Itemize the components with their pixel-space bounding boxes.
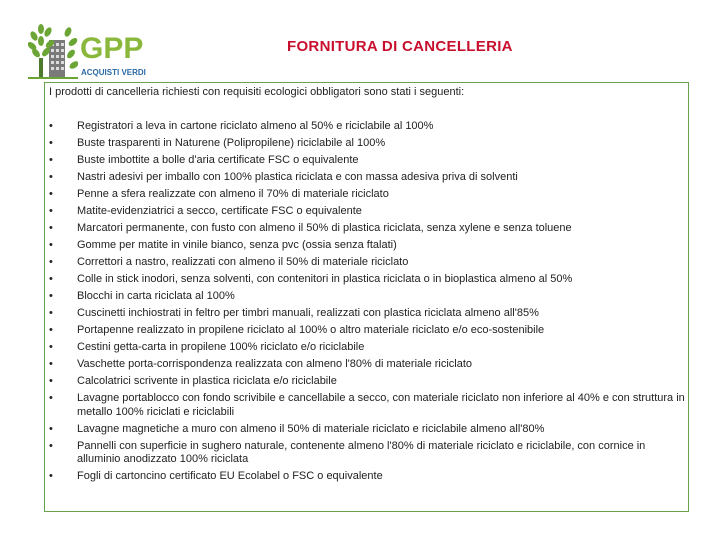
list-item-text: Calcolatrici scrivente in plastica riciclata e/o riciclabile	[77, 375, 337, 387]
bullet-icon: •	[49, 307, 53, 319]
gpp-logo	[28, 22, 152, 80]
list-item	[49, 222, 687, 236]
list-item-text: Registratori a leva in cartone riciclato almeno al 50% e riciclabile al 100%	[77, 120, 434, 132]
bullet-icon: •	[49, 375, 53, 387]
logo-subtext: ACQUISTI VERDI	[81, 68, 146, 77]
bullet-icon: •	[49, 154, 53, 166]
logo-text: GPP	[80, 32, 144, 65]
bullet-icon: •	[49, 188, 53, 200]
bullet-icon: •	[49, 341, 53, 353]
bullet-icon: •	[49, 256, 53, 268]
list-item	[49, 470, 687, 484]
list-item-text: Buste trasparenti in Naturene (Polipropilene) riciclabile al 100%	[77, 137, 386, 149]
list-item-text: Cuscinetti inchiostrati in feltro per timbri manuali, realizzati con plastica riciclata almeno all'85%	[77, 307, 539, 319]
list-item-text: Cestini getta-carta in propilene 100% riciclato e/o riciclabile	[77, 341, 365, 353]
list-item	[49, 154, 687, 168]
list-item	[49, 341, 687, 355]
list-item-text: Lavagne portablocco con fondo scrivibile e cancellabile a secco, con materiale riciclato non inferiore al 40% e con struttura in metallo 100% riciclati e riciclabili	[77, 392, 685, 418]
bullet-icon: •	[49, 222, 53, 234]
bullet-icon: •	[49, 239, 53, 251]
list-item-text: Blocchi in carta riciclata al 100%	[77, 290, 235, 302]
list-item	[49, 375, 687, 389]
list-item-text: Pannelli con superficie in sughero naturale, contenente almeno l'80% di materiale riciclato e riciclabile, con cornice in alluminio anodizzato 100% riciclata	[77, 439, 646, 465]
bullet-icon: •	[49, 470, 53, 482]
list-item	[49, 307, 687, 321]
bullet-icon: •	[49, 137, 53, 149]
list-item	[49, 239, 687, 253]
list-item-text: Gomme per matite in vinile bianco, senza pvc (ossia senza ftalati)	[77, 239, 397, 251]
bullet-icon: •	[49, 273, 53, 285]
list-item-text: Nastri adesivi per imballo con 100% plastica riciclata e con massa adesiva priva di solventi	[77, 171, 518, 183]
list-item	[49, 188, 687, 202]
list-item	[49, 290, 687, 304]
list-item	[49, 392, 687, 419]
list-item-text: Portapenne realizzato in propilene riciclato al 100% o altro materiale riciclato e/o eco-sostenibile	[77, 324, 545, 336]
list-item-text: Lavagne magnetiche a muro con almeno il 50% di materiale riciclato e riciclabile almeno all'80%	[77, 422, 545, 435]
list-item-text: Correttori a nastro, realizzati con almeno il 50% di materiale riciclato	[77, 256, 409, 268]
list-item	[49, 440, 687, 467]
list-item	[49, 423, 687, 437]
bullet-icon: •	[49, 171, 53, 183]
list-item	[49, 205, 687, 219]
tree-building-icon	[28, 22, 78, 80]
list-item	[49, 273, 687, 287]
bullet-icon: •	[49, 422, 53, 435]
list-item	[49, 137, 687, 151]
bullet-icon: •	[49, 392, 53, 404]
list-item-text: Buste imbottite a bolle d'aria certificate FSC o equivalente	[77, 154, 359, 166]
bullet-icon: •	[49, 358, 53, 370]
page-title: FORNITURA DI CANCELLERIA	[287, 38, 513, 55]
list-item	[49, 256, 687, 270]
bullet-icon: •	[49, 120, 53, 132]
bullet-icon: •	[49, 324, 53, 336]
list-item-text: Matite-evidenziatrici a secco, certificate FSC o equivalente	[77, 205, 362, 217]
bullet-icon: •	[49, 439, 53, 452]
list-item-text: Colle in stick inodori, senza solventi, con contenitori in plastica riciclata o in bioplastica almeno al 50%	[77, 273, 573, 285]
list-item	[49, 324, 687, 338]
list-item-text: Marcatori permanente, con fusto con almeno il 50% di plastica riciclata, senza xylene e senza toluene	[77, 222, 572, 234]
intro-text: I prodotti di cancelleria richiesti con requisiti ecologici obbligatori sono stati i seguenti:	[49, 86, 465, 98]
list-item	[49, 171, 687, 185]
list-item-text: Penne a sfera realizzate con almeno il 70% di materiale riciclato	[77, 188, 389, 200]
list-item-text: Fogli di cartoncino certificato EU Ecolabel o FSC o equivalente	[77, 470, 383, 482]
list-item	[49, 120, 687, 134]
list-item-text: Vaschette porta-corrispondenza realizzata con almeno l'80% di materiale riciclato	[77, 358, 473, 370]
requirements-list	[49, 120, 687, 487]
list-item	[49, 358, 687, 372]
bullet-icon: •	[49, 205, 53, 217]
bullet-icon: •	[49, 290, 53, 302]
